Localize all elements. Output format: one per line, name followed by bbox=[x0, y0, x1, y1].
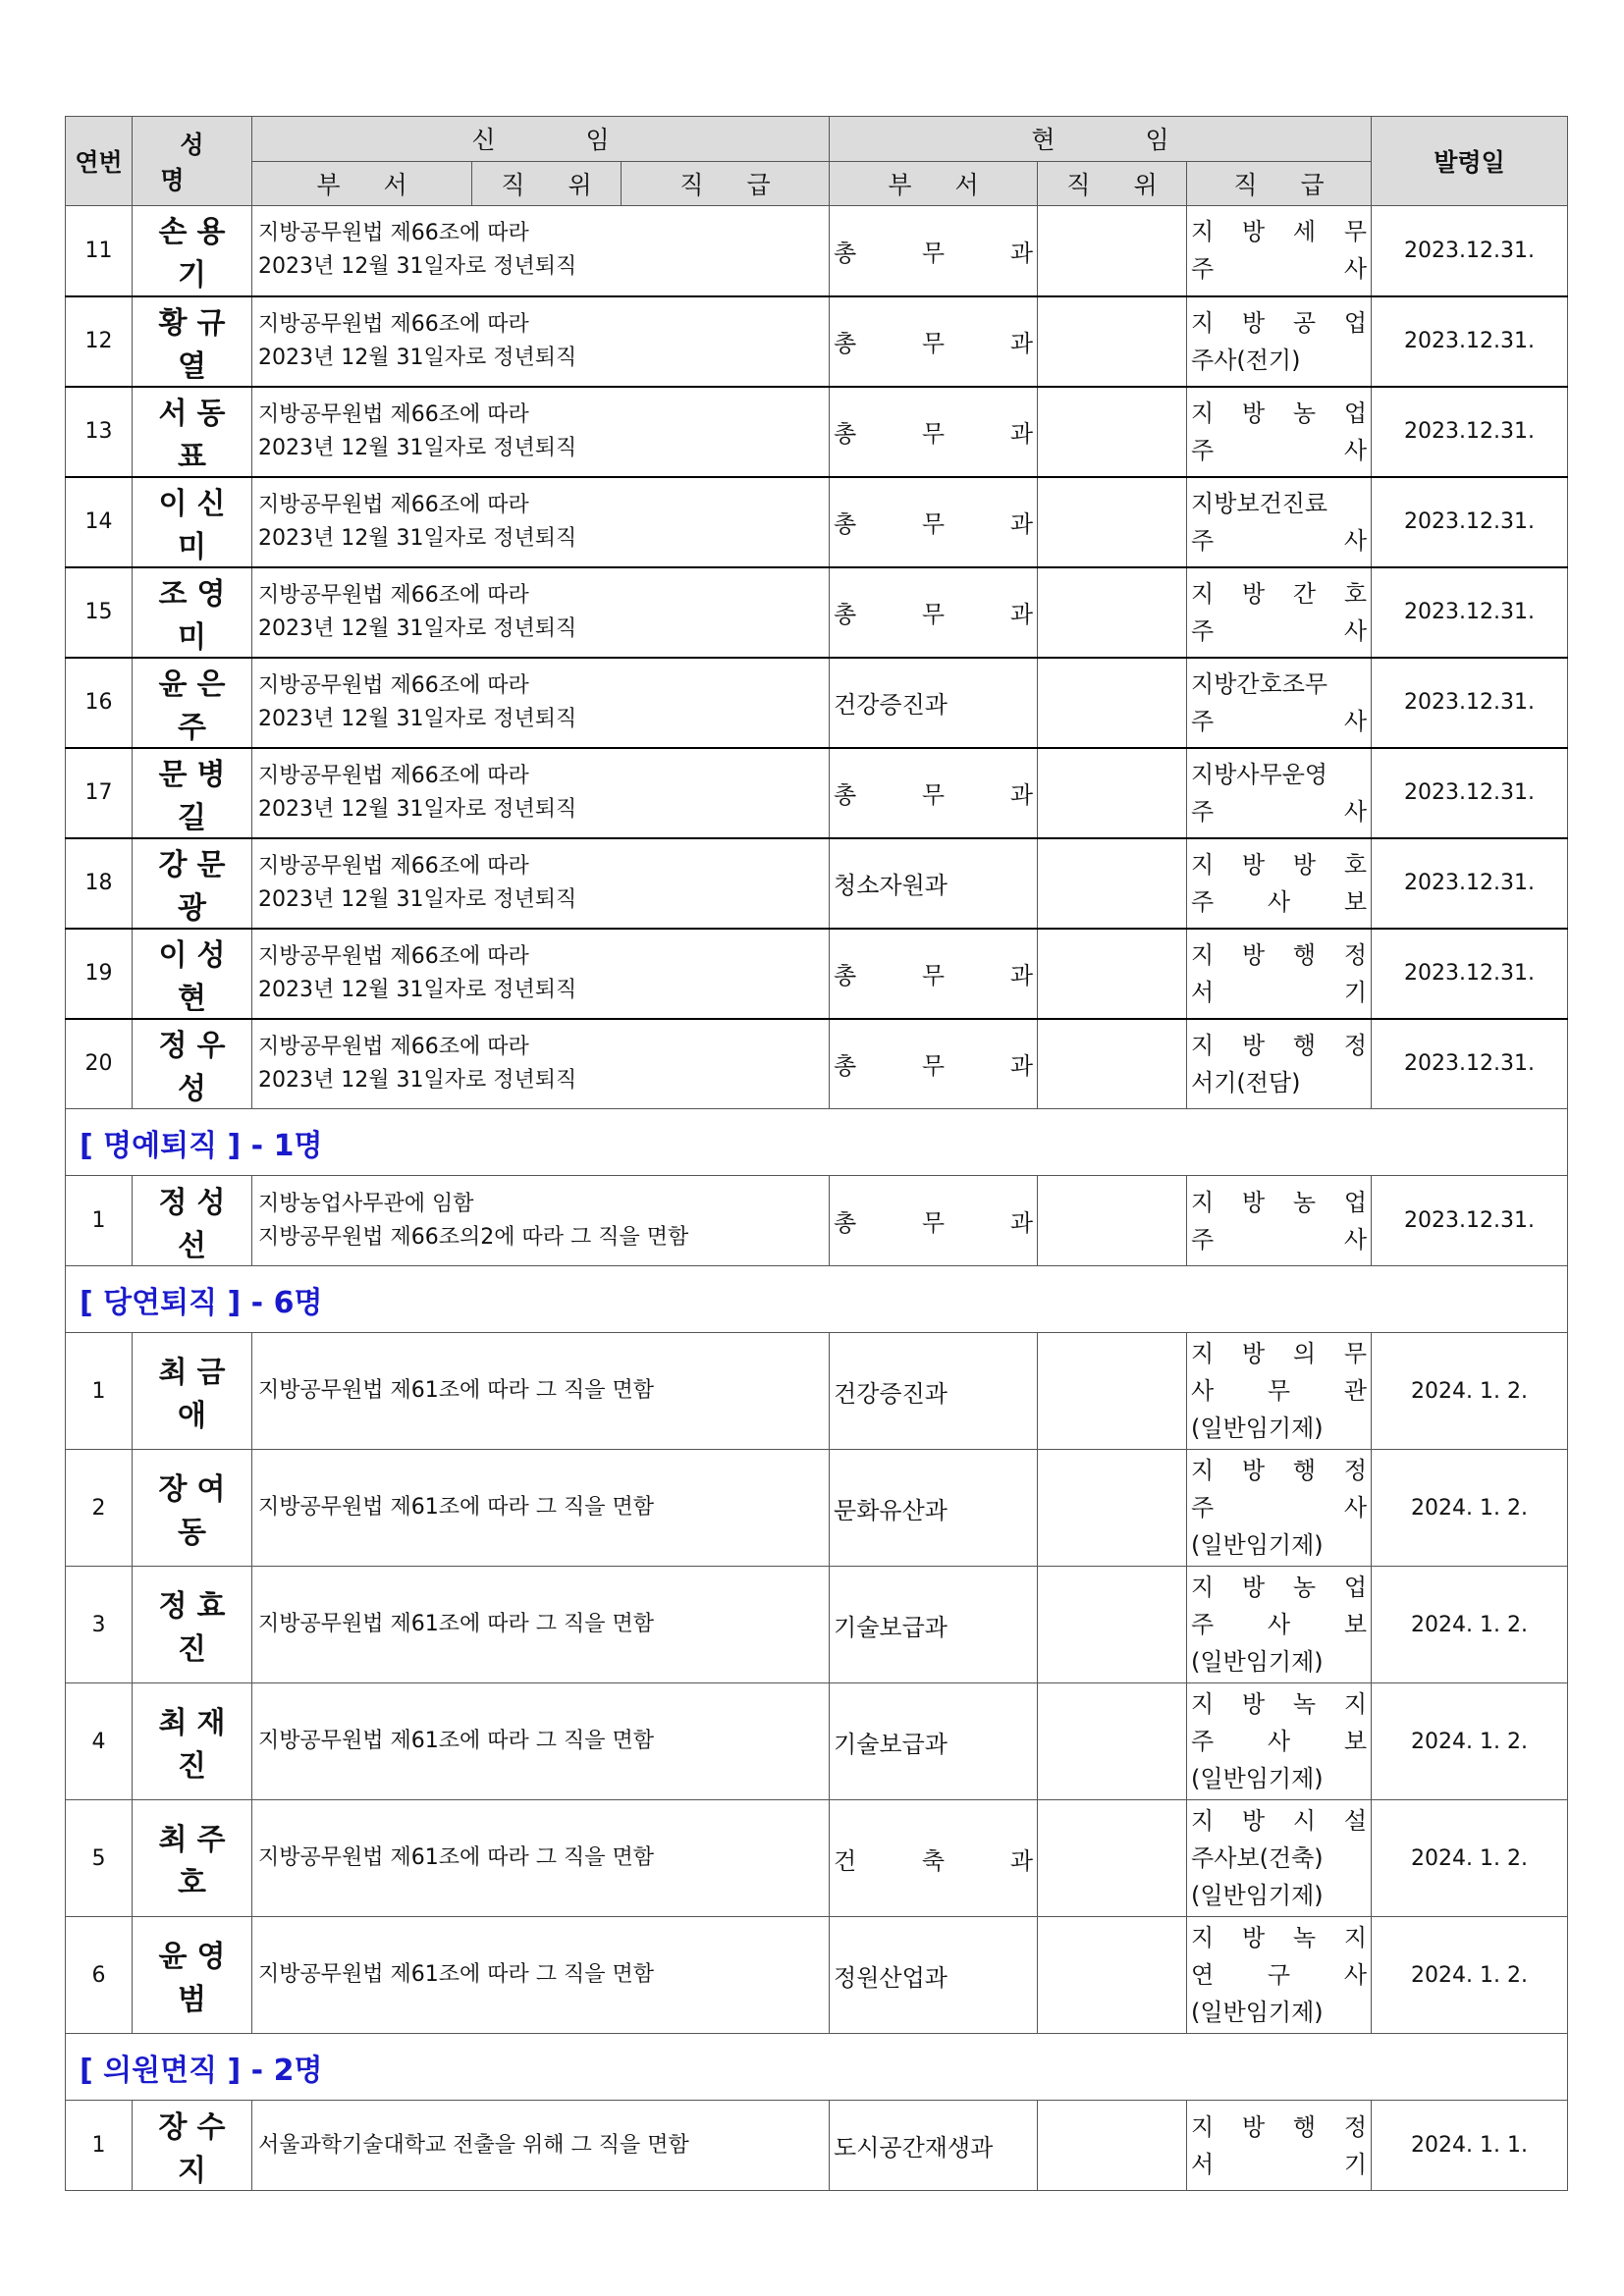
reason-line-2: 2023년 12월 31일자로 정년퇴직 bbox=[258, 977, 577, 1002]
grade-line-2: 서기(전담) bbox=[1191, 1068, 1301, 1096]
grade-line-2: 주 사 bbox=[1191, 1494, 1368, 1522]
row-name: 장여동 bbox=[133, 1450, 252, 1567]
row-reason bbox=[252, 929, 830, 1019]
row-seq: 16 bbox=[66, 658, 133, 748]
row-seq: 1 bbox=[66, 2101, 133, 2191]
row-seq: 20 bbox=[66, 1019, 133, 1109]
row-reason bbox=[252, 1333, 830, 1450]
grade-line-2: 서 기 bbox=[1191, 2150, 1368, 2178]
row-current-grade bbox=[1187, 1333, 1372, 1450]
row-seq: 5 bbox=[66, 1800, 133, 1917]
grade-line-2: 서 기 bbox=[1191, 978, 1368, 1006]
row-current-grade bbox=[1187, 1019, 1372, 1109]
row-order-date: 2024. 1. 2. bbox=[1372, 1800, 1568, 1917]
table-row bbox=[66, 1567, 1568, 1683]
row-seq: 1 bbox=[66, 1333, 133, 1450]
header-cur-position: 직 위 bbox=[1038, 161, 1187, 206]
grade-line-1: 지방간호조무 bbox=[1191, 669, 1328, 698]
row-current-grade bbox=[1187, 929, 1372, 1019]
row-seq: 3 bbox=[66, 1567, 133, 1683]
grade-line-1: 지 방 행 정 bbox=[1191, 940, 1368, 969]
grade-line-1: 지 방 간 호 bbox=[1191, 579, 1368, 608]
reason-line: 지방공무원법 제61조에 따라 그 직을 면함 bbox=[258, 1612, 654, 1636]
personnel-order-document bbox=[65, 116, 1567, 2191]
header-new-grade: 직 급 bbox=[622, 161, 830, 206]
row-order-date: 2023.12.31. bbox=[1372, 1176, 1568, 1266]
row-seq: 17 bbox=[66, 748, 133, 838]
grade-line-1: 지방보건진료 bbox=[1191, 489, 1328, 517]
row-reason bbox=[252, 1800, 830, 1917]
row-current-grade bbox=[1187, 1567, 1372, 1683]
row-current-grade bbox=[1187, 206, 1372, 296]
header-new-position: 직 위 bbox=[472, 161, 622, 206]
grade-line-1: 지 방 공 업 bbox=[1191, 308, 1368, 337]
grade-line-2: 주 사 bbox=[1191, 526, 1368, 555]
row-reason bbox=[252, 296, 830, 387]
grade-line-2: 주 사 bbox=[1191, 707, 1368, 735]
row-order-date: 2023.12.31. bbox=[1372, 1019, 1568, 1109]
table-row bbox=[66, 2101, 1568, 2191]
row-order-date: 2024. 1. 2. bbox=[1372, 1917, 1568, 2034]
table-row bbox=[66, 1176, 1568, 1266]
section-heading-row bbox=[66, 1109, 1568, 1176]
reason-line-1: 지방공무원법 제66조에 따라 bbox=[258, 311, 529, 337]
grade-line-3: (일반임기제) bbox=[1191, 1648, 1324, 1676]
header-order-date: 발령일 bbox=[1372, 117, 1568, 206]
row-order-date: 2024. 1. 2. bbox=[1372, 1683, 1568, 1800]
row-reason bbox=[252, 206, 830, 296]
row-reason bbox=[252, 2101, 830, 2191]
grade-line-3: (일반임기제) bbox=[1191, 1882, 1324, 1909]
header-row-2 bbox=[66, 161, 1568, 206]
row-reason bbox=[252, 477, 830, 567]
row-seq: 12 bbox=[66, 296, 133, 387]
row-current-position bbox=[1038, 206, 1187, 296]
row-name: 최금애 bbox=[133, 1333, 252, 1450]
row-current-grade bbox=[1187, 1800, 1372, 1917]
table-row bbox=[66, 477, 1568, 567]
reason-line-2: 2023년 12월 31일자로 정년퇴직 bbox=[258, 525, 577, 551]
row-reason bbox=[252, 1683, 830, 1800]
row-current-position bbox=[1038, 658, 1187, 748]
section-heading-row bbox=[66, 1266, 1568, 1333]
table-row bbox=[66, 1800, 1568, 1917]
row-current-dept: 문화유산과 bbox=[830, 1450, 1038, 1567]
row-order-date: 2024. 1. 1. bbox=[1372, 2101, 1568, 2191]
section-heading-row bbox=[66, 2034, 1568, 2101]
table-row bbox=[66, 567, 1568, 658]
row-current-position bbox=[1038, 567, 1187, 658]
row-current-position bbox=[1038, 477, 1187, 567]
row-current-position bbox=[1038, 929, 1187, 1019]
grade-line-2: 주 사 보 bbox=[1191, 1611, 1368, 1638]
row-current-position bbox=[1038, 1333, 1187, 1450]
row-reason bbox=[252, 1019, 830, 1109]
grade-line-1: 지 방 농 업 bbox=[1191, 399, 1368, 427]
row-order-date: 2023.12.31. bbox=[1372, 838, 1568, 929]
row-seq: 15 bbox=[66, 567, 133, 658]
row-current-position bbox=[1038, 1567, 1187, 1683]
row-name: 최재진 bbox=[133, 1683, 252, 1800]
row-current-dept: 건강증진과 bbox=[830, 658, 1038, 748]
row-current-grade bbox=[1187, 1683, 1372, 1800]
grade-line-3: (일반임기제) bbox=[1191, 1765, 1324, 1792]
reason-line-2: 2023년 12월 31일자로 정년퇴직 bbox=[258, 345, 577, 370]
reason-line: 서울과학기술대학교 전출을 위해 그 직을 면함 bbox=[258, 2132, 689, 2158]
row-order-date: 2023.12.31. bbox=[1372, 387, 1568, 477]
reason-line: 지방공무원법 제61조에 따라 그 직을 면함 bbox=[258, 1962, 654, 1987]
row-seq: 19 bbox=[66, 929, 133, 1019]
row-current-position bbox=[1038, 296, 1187, 387]
row-reason bbox=[252, 567, 830, 658]
reason-line-2: 2023년 12월 31일자로 정년퇴직 bbox=[258, 706, 577, 731]
table-row bbox=[66, 748, 1568, 838]
row-current-position bbox=[1038, 2101, 1187, 2191]
row-seq: 4 bbox=[66, 1683, 133, 1800]
grade-line-2: 사 무 관 bbox=[1191, 1377, 1368, 1405]
row-current-grade bbox=[1187, 838, 1372, 929]
row-current-dept: 총 무 과 bbox=[830, 1019, 1038, 1109]
row-current-dept: 총 무 과 bbox=[830, 477, 1038, 567]
row-current-dept: 총 무 과 bbox=[830, 206, 1038, 296]
row-current-position bbox=[1038, 387, 1187, 477]
row-current-grade bbox=[1187, 296, 1372, 387]
row-current-dept: 도시공간재생과 bbox=[830, 2101, 1038, 2191]
row-order-date: 2024. 1. 2. bbox=[1372, 1567, 1568, 1683]
row-reason bbox=[252, 387, 830, 477]
row-current-dept: 총 무 과 bbox=[830, 296, 1038, 387]
row-current-position bbox=[1038, 1176, 1187, 1266]
row-current-position bbox=[1038, 1450, 1187, 1567]
grade-line-1: 지 방 녹 지 bbox=[1191, 1924, 1368, 1951]
row-reason bbox=[252, 1917, 830, 2034]
row-reason bbox=[252, 1567, 830, 1683]
reason-line-1: 지방공무원법 제66조에 따라 bbox=[258, 582, 529, 608]
row-seq: 6 bbox=[66, 1917, 133, 2034]
reason-line-1: 지방공무원법 제66조에 따라 bbox=[258, 221, 529, 246]
row-name: 이신미 bbox=[133, 477, 252, 567]
reason-line-1: 지방공무원법 제66조에 따라 bbox=[258, 492, 529, 517]
table-row bbox=[66, 296, 1568, 387]
header-name: 성 명 bbox=[133, 117, 252, 206]
row-order-date: 2023.12.31. bbox=[1372, 567, 1568, 658]
row-reason bbox=[252, 1450, 830, 1567]
reason-line: 지방공무원법 제61조에 따라 그 직을 면함 bbox=[258, 1495, 654, 1520]
header-current-post: 현 임 bbox=[830, 117, 1372, 162]
table-row bbox=[66, 1333, 1568, 1450]
row-order-date: 2023.12.31. bbox=[1372, 658, 1568, 748]
row-current-dept: 총 무 과 bbox=[830, 748, 1038, 838]
row-current-position bbox=[1038, 838, 1187, 929]
row-name: 황규열 bbox=[133, 296, 252, 387]
grade-line-1: 지 방 행 정 bbox=[1191, 1031, 1368, 1059]
header-cur-dept: 부 서 bbox=[830, 161, 1038, 206]
row-current-grade bbox=[1187, 567, 1372, 658]
grade-line-3: (일반임기제) bbox=[1191, 1999, 1324, 2026]
header-seq: 연번 bbox=[66, 117, 133, 206]
personnel-table bbox=[65, 116, 1568, 2191]
row-reason bbox=[252, 658, 830, 748]
row-reason bbox=[252, 838, 830, 929]
reason-line-2: 2023년 12월 31일자로 정년퇴직 bbox=[258, 435, 577, 460]
row-current-dept: 건강증진과 bbox=[830, 1333, 1038, 1450]
row-name: 윤은주 bbox=[133, 658, 252, 748]
section-heading: [ 당연퇴직 ] - 6명 bbox=[66, 1266, 1568, 1333]
grade-line-1: 지 방 방 호 bbox=[1191, 850, 1368, 879]
grade-line-1: 지방사무운영 bbox=[1191, 760, 1328, 788]
row-order-date: 2023.12.31. bbox=[1372, 929, 1568, 1019]
grade-line-2: 주 사 보 bbox=[1191, 887, 1368, 916]
row-name: 조영미 bbox=[133, 567, 252, 658]
row-current-position bbox=[1038, 1019, 1187, 1109]
row-current-dept: 정원산업과 bbox=[830, 1917, 1038, 2034]
row-current-dept: 총 무 과 bbox=[830, 1176, 1038, 1266]
reason-line-2: 2023년 12월 31일자로 정년퇴직 bbox=[258, 254, 577, 280]
row-seq: 13 bbox=[66, 387, 133, 477]
row-name: 최주호 bbox=[133, 1800, 252, 1917]
row-name: 강문광 bbox=[133, 838, 252, 929]
section-heading: [ 의원면직 ] - 2명 bbox=[66, 2034, 1568, 2101]
row-name: 정효진 bbox=[133, 1567, 252, 1683]
grade-line-2: 주 사 bbox=[1191, 436, 1368, 464]
reason-line-1: 지방공무원법 제66조에 따라 bbox=[258, 763, 529, 788]
row-reason bbox=[252, 748, 830, 838]
row-reason bbox=[252, 1176, 830, 1266]
row-current-position bbox=[1038, 1917, 1187, 2034]
row-current-dept: 총 무 과 bbox=[830, 567, 1038, 658]
row-seq: 1 bbox=[66, 1176, 133, 1266]
row-current-grade bbox=[1187, 387, 1372, 477]
reason-line-1: 지방농업사무관에 임함 bbox=[258, 1191, 474, 1216]
table-row bbox=[66, 1683, 1568, 1800]
table-row bbox=[66, 1917, 1568, 2034]
grade-line-1: 지 방 농 업 bbox=[1191, 1574, 1368, 1601]
row-current-position bbox=[1038, 1800, 1187, 1917]
table-row bbox=[66, 658, 1568, 748]
grade-line-1: 지 방 행 정 bbox=[1191, 2112, 1368, 2141]
row-current-grade bbox=[1187, 1917, 1372, 2034]
table-row bbox=[66, 838, 1568, 929]
row-name: 서동표 bbox=[133, 387, 252, 477]
grade-line-2: 주 사 보 bbox=[1191, 1728, 1368, 1755]
header-row-1 bbox=[66, 117, 1568, 162]
row-current-dept: 기술보급과 bbox=[830, 1567, 1038, 1683]
row-current-position bbox=[1038, 748, 1187, 838]
reason-line-1: 지방공무원법 제66조에 따라 bbox=[258, 1034, 529, 1059]
row-order-date: 2023.12.31. bbox=[1372, 296, 1568, 387]
row-seq: 11 bbox=[66, 206, 133, 296]
header-new-dept: 부 서 bbox=[252, 161, 472, 206]
table-row bbox=[66, 1019, 1568, 1109]
reason-line: 지방공무원법 제61조에 따라 그 직을 면함 bbox=[258, 1378, 654, 1403]
row-current-dept: 건 축 과 bbox=[830, 1800, 1038, 1917]
row-name: 문병길 bbox=[133, 748, 252, 838]
row-current-grade bbox=[1187, 1450, 1372, 1567]
grade-line-2: 주 사 bbox=[1191, 255, 1368, 284]
grade-line-1: 지 방 농 업 bbox=[1191, 1188, 1368, 1216]
row-seq: 18 bbox=[66, 838, 133, 929]
row-current-dept: 청소자원과 bbox=[830, 838, 1038, 929]
row-current-grade bbox=[1187, 1176, 1372, 1266]
row-seq: 14 bbox=[66, 477, 133, 567]
row-current-dept: 총 무 과 bbox=[830, 929, 1038, 1019]
grade-line-2: 주사보(건축) bbox=[1191, 1844, 1324, 1872]
grade-line-2: 주사(전기) bbox=[1191, 346, 1301, 374]
row-current-grade bbox=[1187, 658, 1372, 748]
reason-line-2: 2023년 12월 31일자로 정년퇴직 bbox=[258, 886, 577, 912]
row-order-date: 2024. 1. 2. bbox=[1372, 1450, 1568, 1567]
row-order-date: 2023.12.31. bbox=[1372, 206, 1568, 296]
grade-line-1: 지 방 행 정 bbox=[1191, 1457, 1368, 1484]
section-heading: [ 명예퇴직 ] - 1명 bbox=[66, 1109, 1568, 1176]
row-seq: 2 bbox=[66, 1450, 133, 1567]
row-current-dept: 총 무 과 bbox=[830, 387, 1038, 477]
reason-line-2: 지방공무원법 제66조의2에 따라 그 직을 면함 bbox=[258, 1224, 689, 1250]
row-order-date: 2023.12.31. bbox=[1372, 477, 1568, 567]
grade-line-2: 주 사 bbox=[1191, 616, 1368, 645]
reason-line-2: 2023년 12월 31일자로 정년퇴직 bbox=[258, 1067, 577, 1093]
row-current-grade bbox=[1187, 2101, 1372, 2191]
row-name: 정성선 bbox=[133, 1176, 252, 1266]
reason-line-2: 2023년 12월 31일자로 정년퇴직 bbox=[258, 615, 577, 641]
reason-line-1: 지방공무원법 제66조에 따라 bbox=[258, 853, 529, 879]
row-current-dept: 기술보급과 bbox=[830, 1683, 1038, 1800]
grade-line-1: 지 방 녹 지 bbox=[1191, 1690, 1368, 1718]
header-cur-grade: 직 급 bbox=[1187, 161, 1372, 206]
reason-line-1: 지방공무원법 제66조에 따라 bbox=[258, 401, 529, 427]
row-current-grade bbox=[1187, 477, 1372, 567]
grade-line-2: 주 사 bbox=[1191, 797, 1368, 826]
table-row bbox=[66, 929, 1568, 1019]
row-name: 손용기 bbox=[133, 206, 252, 296]
grade-line-1: 지 방 시 설 bbox=[1191, 1807, 1368, 1835]
grade-line-2: 주 사 bbox=[1191, 1225, 1368, 1254]
reason-line-1: 지방공무원법 제66조에 따라 bbox=[258, 943, 529, 969]
reason-line: 지방공무원법 제61조에 따라 그 직을 면함 bbox=[258, 1845, 654, 1870]
reason-line-2: 2023년 12월 31일자로 정년퇴직 bbox=[258, 796, 577, 822]
table-row bbox=[66, 387, 1568, 477]
row-current-grade bbox=[1187, 748, 1372, 838]
grade-line-1: 지 방 의 무 bbox=[1191, 1340, 1368, 1367]
reason-line: 지방공무원법 제61조에 따라 그 직을 면함 bbox=[258, 1729, 654, 1753]
header-new-post: 신 임 bbox=[252, 117, 830, 162]
grade-line-2: 연 구 사 bbox=[1191, 1961, 1368, 1989]
row-name: 정우성 bbox=[133, 1019, 252, 1109]
row-order-date: 2024. 1. 2. bbox=[1372, 1333, 1568, 1450]
row-name: 장수지 bbox=[133, 2101, 252, 2191]
row-name: 이성현 bbox=[133, 929, 252, 1019]
table-row bbox=[66, 206, 1568, 296]
row-name: 윤영범 bbox=[133, 1917, 252, 2034]
row-order-date: 2023.12.31. bbox=[1372, 748, 1568, 838]
row-current-position bbox=[1038, 1683, 1187, 1800]
grade-line-3: (일반임기제) bbox=[1191, 1531, 1324, 1559]
grade-line-1: 지 방 세 무 bbox=[1191, 218, 1368, 246]
reason-line-1: 지방공무원법 제66조에 따라 bbox=[258, 672, 529, 698]
grade-line-3: (일반임기제) bbox=[1191, 1415, 1324, 1442]
table-row bbox=[66, 1450, 1568, 1567]
